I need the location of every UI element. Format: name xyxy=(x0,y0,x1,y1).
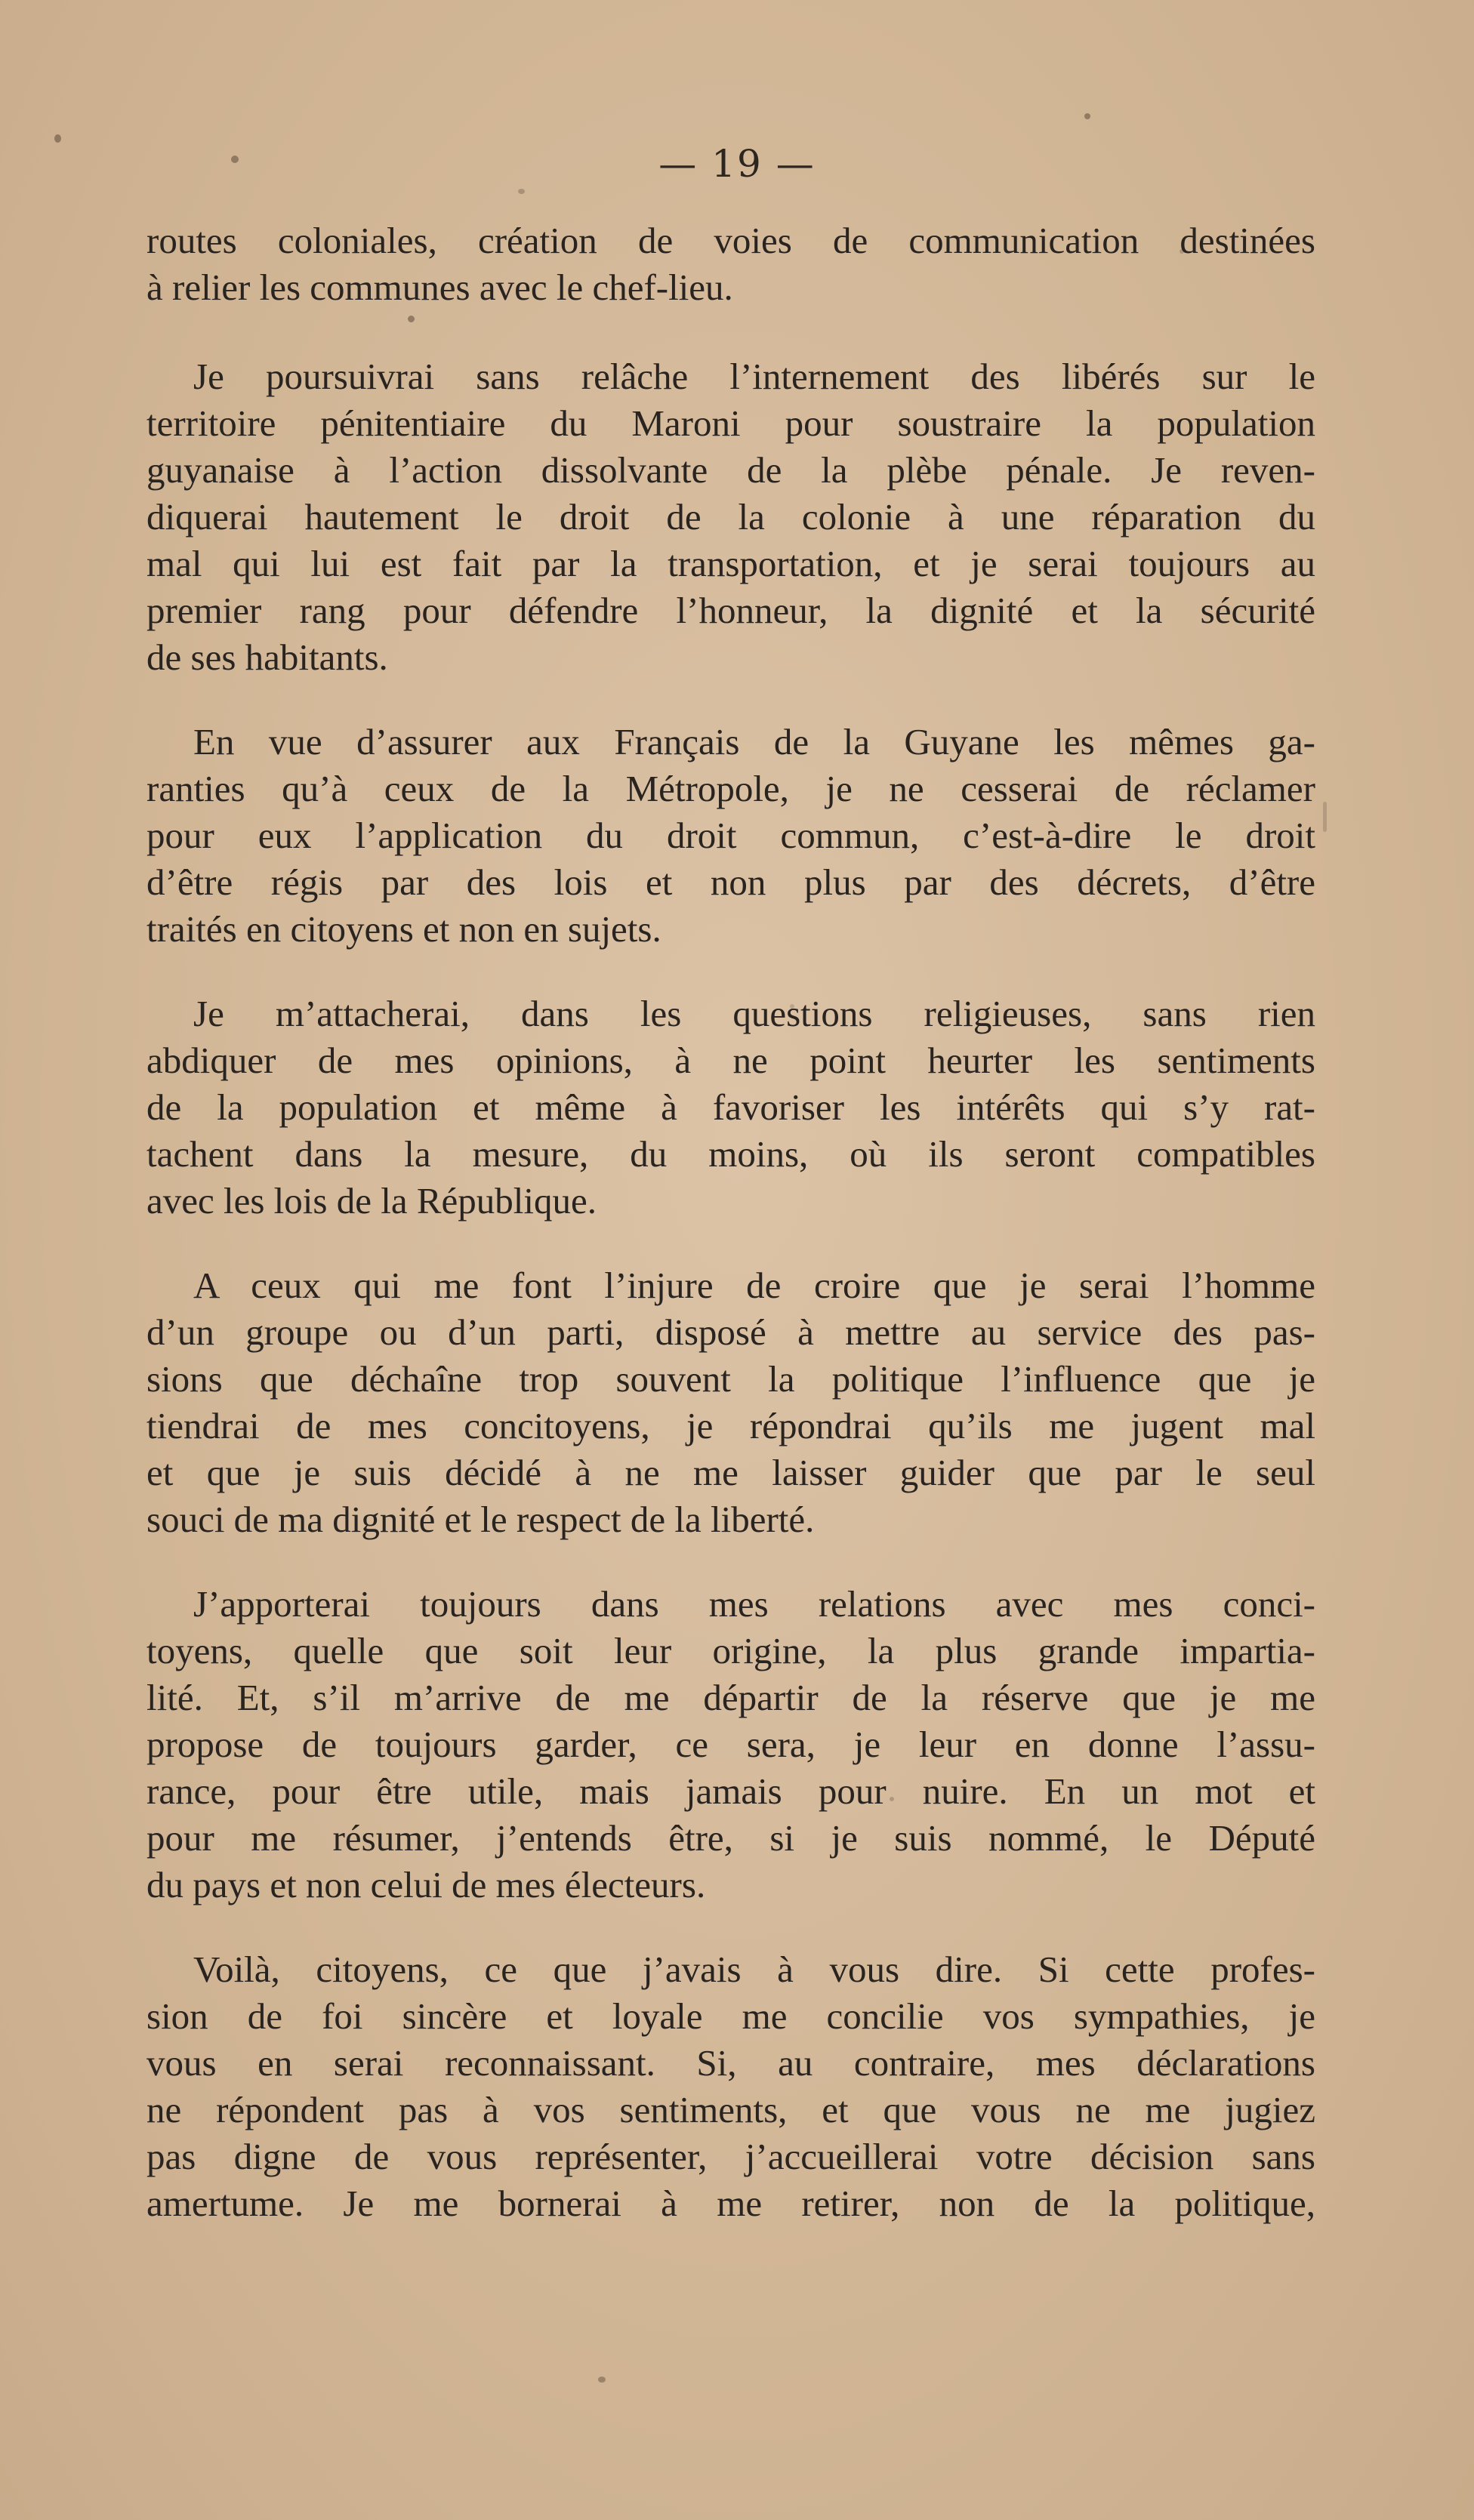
text-line: ne répondent pas à vos sentiments, et que vous ne me jugiez xyxy=(146,2089,1315,2130)
text-line: du pays et non celui de mes électeurs. xyxy=(146,1864,706,1905)
text-line: Je m’attacherai, dans les questions religieuses, sans rien xyxy=(193,993,1315,1034)
ink-speck xyxy=(1084,113,1090,119)
text-line: guyanaise à l’action dissolvante de la plèbe pénale. Je reven- xyxy=(146,449,1315,491)
text-line: abdiquer de mes opinions, à ne point heurter les sentiments xyxy=(146,1040,1315,1081)
paragraph xyxy=(146,990,1315,1225)
body-text xyxy=(146,217,1315,2265)
text-line: sions que déchaîne trop souvent la politique l’influence que je xyxy=(146,1358,1315,1400)
text-line: avec les lois de la République. xyxy=(146,1180,597,1221)
text-line: ranties qu’à ceux de la Métropole, je ne cesserai de réclamer xyxy=(146,768,1315,809)
page-number: — 19 — xyxy=(658,142,816,186)
paragraph xyxy=(146,353,1315,681)
text-line: propose de toujours garder, ce sera, je leur en donne l’assu- xyxy=(146,1724,1315,1765)
text-line: pour me résumer, j’entends être, si je suis nommé, le Député xyxy=(146,1817,1315,1859)
text-line: traités en citoyens et non en sujets. xyxy=(146,908,661,950)
ink-speck xyxy=(598,2377,606,2383)
ink-speck xyxy=(1323,802,1327,832)
text-line: Voilà, citoyens, ce que j’avais à vous dire. Si cette profes- xyxy=(193,1949,1315,1990)
text-line: territoire pénitentiaire du Maroni pour soustraire la population xyxy=(146,402,1315,444)
text-line: Je poursuivrai sans relâche l’internement des libérés sur le xyxy=(193,356,1315,397)
ink-speck xyxy=(518,189,525,194)
text-line: routes coloniales, création de voies de communication destinées xyxy=(146,220,1315,261)
text-line: En vue d’assurer aux Français de la Guyane les mêmes ga- xyxy=(193,721,1315,762)
text-line: à relier les communes avec le chef-lieu. xyxy=(146,266,733,308)
text-line: pas digne de vous représenter, j’accueillerai votre décision sans xyxy=(146,2136,1315,2177)
text-line: d’un groupe ou d’un parti, disposé à mettre au service des pas- xyxy=(146,1311,1315,1353)
paragraph xyxy=(146,1946,1315,2227)
text-line: tachent dans la mesure, du moins, où ils seront compatibles xyxy=(146,1133,1315,1175)
text-line: souci de ma dignité et le respect de la liberté. xyxy=(146,1499,815,1540)
text-line: premier rang pour défendre l’honneur, la dignité et la sécurité xyxy=(146,590,1315,631)
text-line: toyens, quelle que soit leur origine, la plus grande impartia- xyxy=(146,1630,1315,1671)
paragraph xyxy=(146,217,1315,311)
text-line: rance, pour être utile, mais jamais pour nuire. En un mot et xyxy=(146,1770,1315,1812)
text-line: de la population et même à favoriser les intérêts qui s’y rat- xyxy=(146,1086,1315,1128)
text-line: et que je suis décidé à ne me laisser guider que par le seul xyxy=(146,1452,1315,1493)
text-line: tiendrai de mes concitoyens, je répondrai qu’ils me jugent mal xyxy=(146,1405,1315,1446)
text-line: sion de foi sincère et loyale me concilie vos sympathies, je xyxy=(146,1995,1315,2037)
text-line: lité. Et, s’il m’arrive de me départir de la réserve que je me xyxy=(146,1677,1315,1718)
text-line: A ceux qui me font l’injure de croire que je serai l’homme xyxy=(193,1265,1315,1306)
paragraph xyxy=(146,719,1315,953)
text-line: diquerai hautement le droit de la colonie à une réparation du xyxy=(146,496,1315,538)
text-line: d’être régis par des lois et non plus par des décrets, d’être xyxy=(146,861,1315,903)
paragraph xyxy=(146,1262,1315,1543)
text-line: J’apporterai toujours dans mes relations avec mes conci- xyxy=(193,1583,1315,1625)
text-line: de ses habitants. xyxy=(146,636,388,678)
text-line: mal qui lui est fait par la transportation, et je serai toujours au xyxy=(146,543,1315,584)
paragraph xyxy=(146,1581,1315,1908)
text-line: pour eux l’application du droit commun, c’est-à-dire le droit xyxy=(146,815,1315,856)
text-line: vous en serai reconnaissant. Si, au contraire, mes déclarations xyxy=(146,2042,1315,2084)
text-line: amertume. Je me bornerai à me retirer, non de la politique, xyxy=(146,2183,1315,2224)
